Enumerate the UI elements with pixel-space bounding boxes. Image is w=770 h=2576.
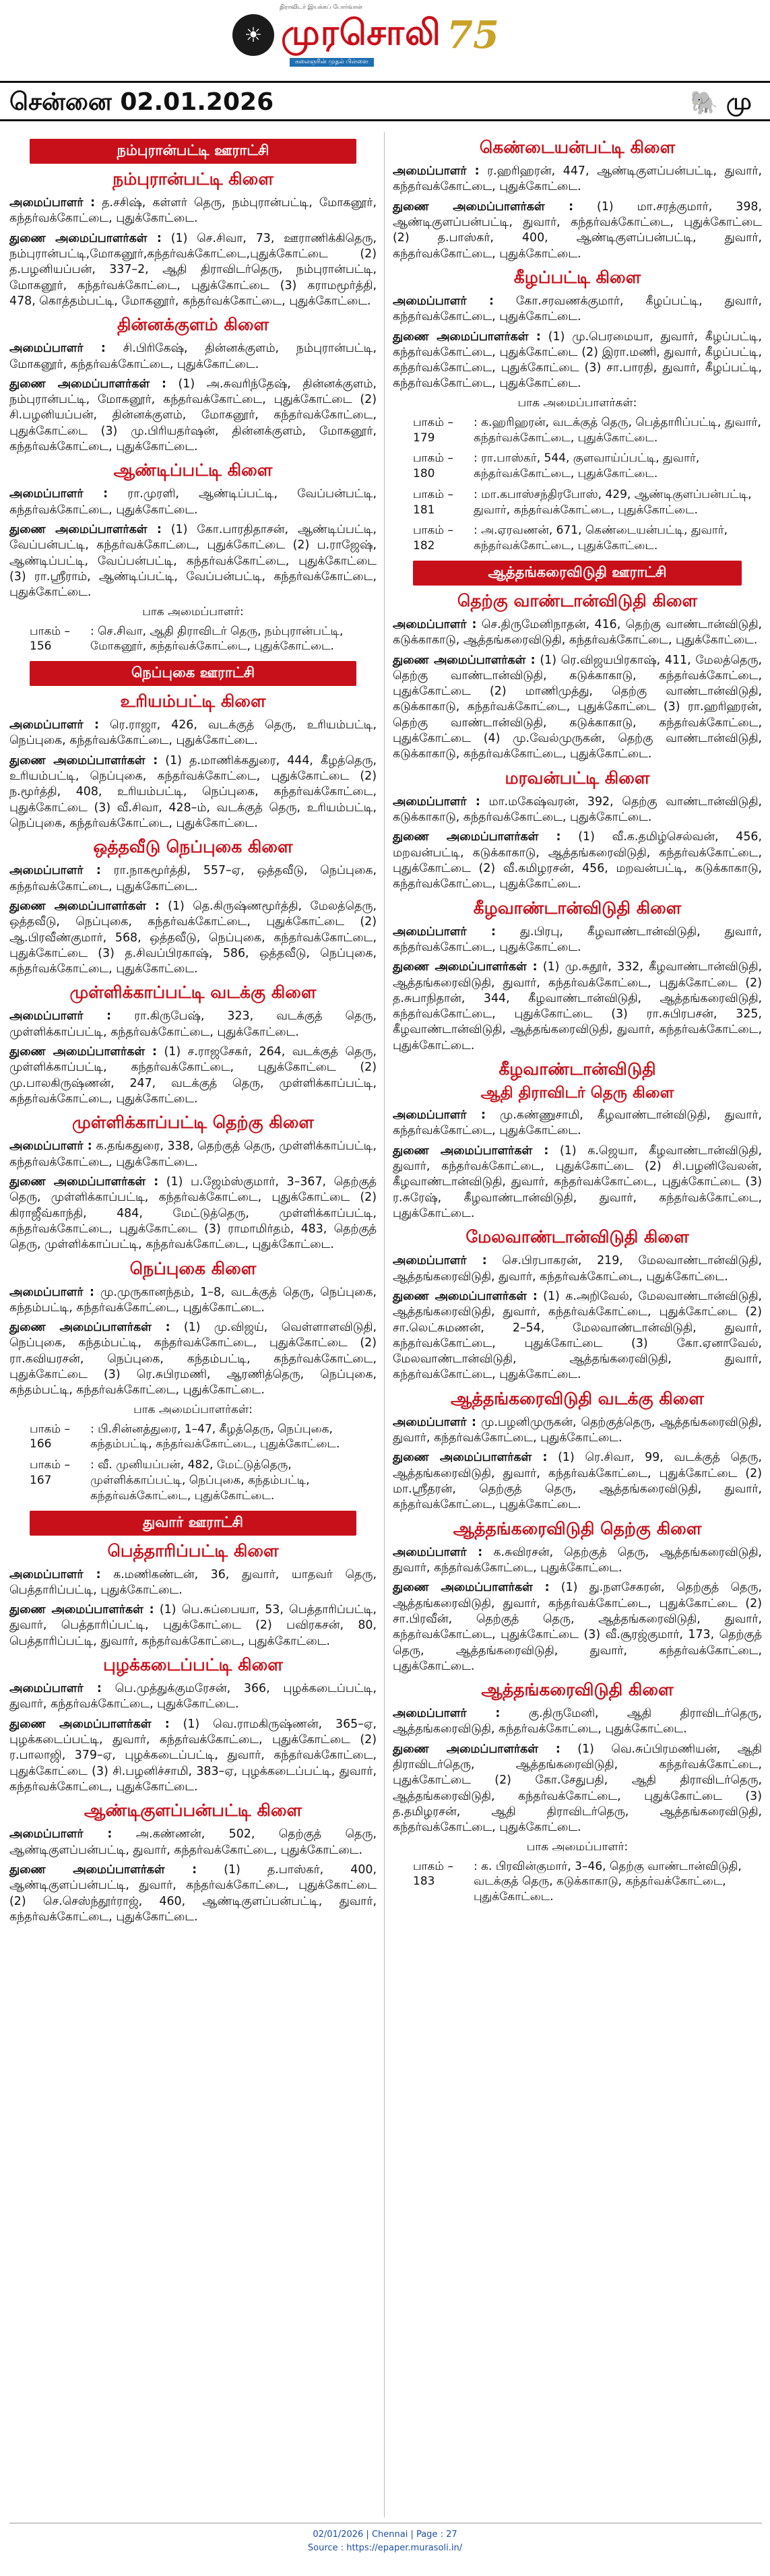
kilai-heading: ஆண்டிகுளப்பன்பட்டி கிளை (84, 1800, 302, 1821)
bhagam-address: : க.ஹரிஹரன், வடக்குத் தெரு, பெத்தாரிப்பட்டி, துவார், கந்தர்வக்கோட்டை, புதுக்கோட்டை. (474, 415, 761, 445)
member-role: அமைப்பாளர் : (393, 1415, 477, 1429)
member-entry (393, 617, 762, 649)
bhagam-heading: பாக அமைப்பாளர்கள்: (133, 1402, 253, 1416)
dateline-text: சென்னை 02.01.2026 (9, 88, 274, 116)
dateline-right-text: மு (726, 88, 752, 115)
member-role: துணை அமைப்பாளர்கள் : (393, 1143, 549, 1158)
member-role: அமைப்பாளர் : (9, 196, 96, 210)
member-details: (1) து.நளசேகரன், தெற்குத் தெரு, ஆத்தங்கரைவிடுதி, துவார், கந்தர்வக்கோட்டை, புதுக்கோட்டை (2) சா.பிரவீன், தெற்குத் தெரு, ஆத்தங்கரைவிடுதி, துவார், கந்தர்வக்கோட்டை, புதுக்கோட்டை (3) வீ.சூரஜ்குமார், 173, தெற்குத் தெரு, ஆத்தங்கரைவிடுதி, துவார், கந்தர்வக்கோட்டை, புதுக்கோட்டை. (393, 1581, 762, 1673)
member-role: துணை அமைப்பாளர்கள் : (9, 1321, 170, 1335)
member-details: கு.திருமேனி, ஆதி திராவிடர்தெரு, ஆத்தங்கரைவிடுதி, கந்தர்வக்கோட்டை, புதுக்கோட்டை. (393, 1707, 762, 1736)
member-details: மு.முருகானந்தம், 1–8, வடக்குத் தெரு, நெப்புகை, கந்தம்பட்டி, கந்தர்வக்கோட்டை, புதுக்கோட்டை. (9, 1285, 377, 1315)
kilai-subheading: ஆதி திராவிடர் தெரு கிளை (480, 1084, 674, 1102)
kilai-heading: நம்புரான்பட்டி கிளை (113, 169, 274, 189)
member-entry (393, 1450, 762, 1513)
member-role: அமைப்பாளர் : (9, 1567, 101, 1581)
member-role: துணை அமைப்பாளர்கள் : (9, 1717, 170, 1731)
member-entry (393, 1108, 762, 1139)
ooratchi-heading: ஆத்தங்கரைவிடுதி ஊராட்சி (413, 561, 742, 586)
member-details: த.சசிஷ், கள்ளர் தெரு, நம்புரான்பட்டி, மோகனூர், கந்தர்வக்கோட்டை, புதுக்கோட்டை. (9, 196, 377, 226)
member-details: (1) மு.பெரமையா, துவார், கீழப்பட்டி, கந்தர்வக்கோட்டை, புதுக்கோட்டை (2) இரா.மணி, துவார், கீழப்பட்டி, கந்தர்வக்கோட்டை, புதுக்கோட்டை (3) சா.பாரதி, துவார், கீழப்பட்டி, கந்தர்வக்கோட்டை, புதுக்கோட்டை. (393, 329, 762, 391)
member-entry (9, 1139, 377, 1170)
member-role: அமைப்பாளர் : (393, 294, 494, 308)
member-role: துணை அமைப்பாளர்கள் : (393, 830, 561, 844)
member-details: (1) மு.சுதூர், 332, கீழவாண்டான்விடுதி, ஆத்தங்கரைவிடுதி, துவார், கந்தர்வக்கோட்டை, புதுக்கோட்டை (2) த.சுபாநிதான், 344, கீழவாண்டான்விடுதி, ஆத்தங்கரைவிடுதி, கந்தர்வக்கோட்டை, புதுக்கோட்டை (3) ரா.சுபிரபசன், 325, கீழவாண்டான்விடுதி, ஆத்தங்கரைவிடுதி, துவார், கந்தர்வக்கோட்டை, புதுக்கோட்டை. (393, 960, 762, 1053)
member-details: (1) தெ.கிருஷ்ணமூர்த்தி, மேலத்தெரு, ஒத்தவீடு, நெப்புகை, கந்தர்வக்கோட்டை, புதுக்கோட்டை (2) ஆ.பிரவீண்குமார், 568, ஒத்தவீடு, நெப்புகை, கந்தர்வக்கோட்டை, புதுக்கோட்டை (3) த.சிவப்பிரகாஷ், 586, ஒத்தவீடு, நெப்புகை, கந்தர்வக்கோட்டை, புதுக்கோட்டை. (9, 899, 377, 976)
bhagam-address: : செ.சிவா, ஆதி திராவிடர் தெரு, நம்புரான்பட்டி, மோகனூர், கந்தர்வக்கோட்டை, புதுக்கோட்டை. (90, 624, 344, 654)
member-role: அமைப்பாளர் : (9, 864, 101, 878)
member-details: (1) ச.ராஜசேகர், 264, வடக்குத் தெரு, முள்ளிக்காப்பட்டி, கந்தர்வக்கோட்டை, புதுக்கோட்டை (2) மு.பாலகிருஷ்ணன், 247, வடக்குத் தெரு, முள்ளிக்காப்பட்டி, கந்தர்வக்கோட்டை, புதுக்கோட்டை. (9, 1045, 377, 1106)
member-role: அமைப்பாளர் : (393, 924, 496, 939)
ooratchi-heading: நெப்புகை ஊராட்சி (30, 661, 356, 686)
left-column (9, 132, 377, 1929)
member-entry (393, 329, 762, 392)
member-entry (9, 753, 377, 832)
member-role: துணை அமைப்பாளர்கள் : (393, 960, 538, 974)
member-entry (9, 899, 377, 978)
member-role: துணை அமைப்பாளர்கள் : (393, 1451, 548, 1465)
member-details: (1) ரெ.விஜயபிரகாஷ், 411, மேலத்தெரு, தெற்கு வாண்டான்விடுதி, கடுக்காகாடு, கந்தர்வக்கோட்டை, புதுக்கோட்டை (2) மாணிமுத்து, தெற்கு வாண்டான்விடுதி, கடுக்காகாடு, கந்தர்வக்கோட்டை, புதுக்கோட்டை (3) ரா.ஹரிஹரன், தெற்கு வாண்டான்விடுதி, கடுக்காகாடு, கந்தர்வக்கோட்டை, புதுக்கோட்டை (4) மு.வேல்முருகன், தெற்கு வாண்டான்விடுதி, கடுக்காகாடு, கந்தர்வக்கோட்டை, புதுக்கோட்டை. (393, 653, 762, 761)
member-role: அமைப்பாளர் : (393, 164, 480, 178)
bhagam-heading: பாக அமைப்பாளர்: (526, 1840, 629, 1854)
bhagam-address: : க. பிரவின்குமார், 3–46, தெற்கு வாண்டான்விடுதி, வடக்குத் தெரு, கடுக்காகாடு, கந்தர்வக்கோட்டை, புதுக்கோட்டை. (474, 1859, 742, 1904)
member-entry (9, 486, 377, 518)
bhagam-address: : மா.கபாஸ்சந்திரபோஸ், 429, ஆண்டிகுளப்பன்பட்டி, துவார், கந்தர்வக்கோட்டை, புதுக்கோட்டை. (474, 487, 752, 517)
kilai-heading: தெற்கு வாண்டான்விடுதி கிளை (457, 590, 698, 610)
member-role: துணை அமைப்பாளர்கள் : (393, 1581, 550, 1595)
member-details: (1) ப.ஜேம்ஸ்குமார், 3–367, தெற்குத் தெரு, முள்ளிக்காப்பட்டி, கந்தர்வக்கோட்டை, புதுக்கோட்டை (2) கிராஜீவ்காந்தி, 484, மேட்டுத்தெரு, முள்ளிக்காப்பட்டி, கந்தர்வக்கோட்டை, புதுக்கோட்டை (3) ராமாமிர்தம், 483, தெற்குத் தெரு, முள்ளிக்காப்பட்டி, கந்தர்வக்கோட்டை, புதுக்கோட்டை. (9, 1174, 377, 1252)
member-role: துணை அமைப்பாளர்கள் : (393, 1289, 538, 1303)
member-details: து.பிரபு, கீழவாண்டான்விடுதி, துவார், கந்தர்வக்கோட்டை, புதுக்கோட்டை. (393, 924, 762, 954)
member-details: ர.ஹரிஹரன், 447, ஆண்டிகுளப்பன்பட்டி, துவார், கந்தர்வக்கோட்டை, புதுக்கோட்டை. (393, 164, 762, 194)
footer-source-link[interactable]: Source : https://epaper.murasoli.in/ (307, 2542, 463, 2553)
bhagam-entry (393, 1859, 762, 1905)
member-entry (9, 1567, 377, 1599)
bhagam-entry (393, 415, 762, 446)
kilai-heading: ஆத்தங்கரைவிடுதி தெற்கு கிளை (453, 1518, 702, 1538)
kilai-heading: முள்ளிக்காப்பட்டி வடக்கு கிளை (69, 982, 317, 1003)
member-role: அமைப்பாளர் : (393, 1545, 483, 1559)
member-role: துணை அமைப்பாளர்கள் : (9, 523, 162, 536)
kilai-heading: கீழவாண்டான்விடுதி (499, 1059, 656, 1079)
member-entry (393, 199, 762, 262)
member-role: அமைப்பாளர் : (393, 617, 477, 631)
member-entry (9, 1044, 377, 1107)
ooratchi-heading: நம்புரான்பட்டி ஊராட்சி (30, 139, 356, 164)
kilai-heading: பெத்தாரிப்பட்டி கிளை (107, 1540, 279, 1561)
member-details: (1) செ.சிவா, 73, ஊராணிக்கிதெரு, நம்புரான்பட்டி,மோகனூர்,கந்தர்வக்கோட்டை,புதுக்கோட்டை (2) த.பழனியப்பன், 337–2, ஆதி திராவிடர்தெரு, நம்புரான்பட்டி, மோகனூர், கந்தர்வக்கோட்டை, புதுக்கோட்டை (3) கராமமூர்த்தி, 478, கொத்தம்பட்டி, மோகனூர், கந்தர்வக்கோட்டை, புதுக்கோட்டை. (9, 231, 377, 308)
member-details: ரா.கிருபேஷ், 323, வடக்குத் தெரு, முள்ளிக்காப்பட்டி, கந்தர்வக்கோட்டை, புதுக்கோட்டை. (9, 1009, 377, 1039)
bhagam-number: பாகம் – 167 (30, 1458, 70, 1488)
member-details: (1) ரெ.சிவா, 99, வடக்குத் தெரு, ஆத்தங்கரைவிடுதி, துவார், கந்தர்வக்கோட்டை, புதுக்கோட்டை (2) மா.ஸ்ரீதரன், தெற்குத் தெரு, ஆத்தங்கரைவிடுதி, துவார், கந்தர்வக்கோட்டை, புதுக்கோட்டை. (393, 1451, 762, 1512)
member-entry (9, 341, 377, 373)
member-details: (1) வீ.க.தமிழ்செல்வன், 456, மறவன்பட்டி, கடுக்காகாடு, ஆத்தங்கரைவிடுதி, கந்தர்வக்கோட்டை, புதுக்கோட்டை (2) வீ.கமிழரசன், 456, மறவன்பட்டி, கடுக்காகாடு, கந்தர்வக்கோட்டை, புதுக்கோட்டை. (393, 830, 763, 891)
member-details: (1) வெ.சுப்பிரமணியன், ஆதி திராவிடர்தெரு, ஆத்தங்கரைவிடுதி, கந்தர்வக்கோட்டை, புதுக்கோட்டை (2) கோ.சேதுபதி, ஆதி திராவிடர்தெரு, ஆத்தங்கரைவிடுதி, கந்தர்வக்கோட்டை, புதுக்கோட்டை (3) த.தமிழரசன், ஆதி திராவிடர்தெரு, ஆத்தங்கரைவிடுதி, கந்தர்வக்கோட்டை, புதுக்கோட்டை. (393, 1742, 762, 1835)
member-entry (393, 829, 762, 892)
sun-emblem-icon: ☀ (232, 14, 274, 56)
masthead-logo (232, 9, 536, 61)
member-entry (9, 1320, 377, 1399)
page-footer (0, 2528, 770, 2554)
bhagam-number: பாகம் – 156 (30, 624, 70, 654)
member-role: துணை அமைப்பாளர்கள் : (9, 1174, 159, 1189)
member-details: (1) மு.விஜய், வெள்ளாளவிடுதி, நெப்புகை, கந்தம்பட்டி, கந்தர்வக்கோட்டை, புதுக்கோட்டை (2) ரா.கவியரசன், நெப்புகை, கந்தம்பட்டி, கந்தர்வக்கோட்டை, புதுக்கோட்டை (3) ரெ.சுபிரமணி, ஆரணித்தெரு, நெப்புகை, கந்தம்பட்டி, கந்தர்வக்கோட்டை, புதுக்கோட்டை. (9, 1321, 377, 1397)
kilai-heading: கீழப்பட்டி கிளை (513, 267, 641, 287)
member-entry (9, 1827, 377, 1858)
elephant-icon: 🐘 (690, 90, 719, 117)
member-entry (393, 1742, 762, 1836)
member-entry (9, 195, 377, 227)
kilai-heading: ஒத்தவீடு நெப்புகை கிளை (93, 837, 293, 857)
member-entry (393, 1253, 762, 1285)
bhagam-address: : பி.சின்னத்துரை, 1–47, கீழத்தெரு, நெப்புகை, கந்தம்பட்டி, கந்தர்வக்கோட்டை, புதுக்கோட்டை. (90, 1422, 340, 1451)
kilai-heading: கெண்டையன்பட்டி கிளை (479, 137, 676, 157)
member-entry (9, 522, 377, 601)
member-entry (9, 1009, 377, 1040)
member-entry (9, 863, 377, 895)
bhagam-number: பாகம் – 183 (413, 1859, 453, 1889)
member-role: அமைப்பாளர் : (9, 342, 106, 356)
member-details: (1) பெ.சுப்பையா, 53, பெத்தாரிப்பட்டி, துவார், பெத்தாரிப்பட்டி, புதுக்கோட்டை (2) பவிரகசன், 80, பெத்தாரிப்பட்டி, துவார், கந்தர்வக்கோட்டை, புதுக்கோட்டை. (9, 1603, 377, 1648)
member-role: அமைப்பாளர் : (393, 794, 480, 809)
member-details: ரா.நாகமூர்த்தி, 557–ஏ, ஒத்தவீடு, நெப்புகை, கந்தர்வக்கோட்டை, புதுக்கோட்டை. (9, 864, 377, 893)
member-entry (393, 924, 762, 956)
member-entry (393, 1545, 762, 1577)
kilai-heading: நெப்புகை கிளை (129, 1258, 257, 1278)
bhagam-entry (9, 1457, 377, 1503)
member-entry (393, 164, 762, 195)
anniversary-badge: 75 (447, 13, 499, 57)
member-details: (1) வெ.ராமகிருஷ்ணன், 365–ஏ, புழக்கடைப்பட்டி, துவார், கந்தர்வக்கோட்டை, புதுக்கோட்டை (2) ர.பாலாஜி, 379–ஏ, புழக்கடைப்பட்டி, துவார், கந்தர்வக்கோட்டை, புதுக்கோட்டை (3) சி.பழனிச்சாமி, 383–ஏ, புழக்கடைப்பட்டி, துவார், கந்தர்வக்கோட்டை, புதுக்கோட்டை. (9, 1717, 377, 1794)
bhagam-entry (393, 451, 762, 482)
member-role: அமைப்பாளர் : (9, 1139, 92, 1154)
member-role: துணை அமைப்பாளர்கள் : (393, 1742, 560, 1756)
kilai-heading: மேலவாண்டான்விடுதி கிளை (466, 1227, 689, 1247)
member-details: செ.திருமேனிநாதன், 416, தெற்கு வாண்டான்விடுதி, கடுக்காகாடு, ஆத்தங்கரைவிடுதி, கந்தர்வக்கோட்டை, புதுக்கோட்டை. (393, 617, 762, 648)
member-role: அமைப்பாளர் : (393, 1707, 501, 1721)
member-details: (1) மா.சரத்குமார், 398, ஆண்டிகுளப்பன்பட்டி, துவார், கந்தர்வக்கோட்டை, புதுக்கோட்டை (2) த.பாஸ்கர், 400, ஆண்டிகுளப்பன்பட்டி, துவார், கந்தர்வக்கோட்டை, புதுக்கோட்டை. (393, 199, 762, 261)
member-details: அ.கண்ணன், 502, தெற்குத் தெரு, ஆண்டிகுளப்பன்பட்டி, துவார், கந்தர்வக்கோட்டை, புதுக்கோட்டை. (9, 1827, 377, 1857)
right-column (393, 132, 762, 1910)
ooratchi-heading: துவார் ஊராட்சி (30, 1511, 356, 1536)
member-entry (9, 1717, 377, 1796)
member-entry (9, 1174, 377, 1253)
member-entry (9, 377, 377, 455)
column-divider (384, 132, 385, 2517)
kilai-heading: உரியம்பட்டி கிளை (120, 691, 266, 712)
member-role: துணை அமைப்பாளர்கள் : (9, 377, 167, 391)
kilai-heading: ஆண்டிப்பட்டி கிளை (113, 460, 273, 480)
member-entry (393, 1580, 762, 1674)
member-details: செ.பிரபாகரன், 219, மேலவாண்டான்விடுதி, ஆத்தங்கரைவிடுதி, துவார், கந்தர்வக்கோட்டை, புதுக்கோட்டை. (393, 1254, 762, 1284)
member-entry (9, 1602, 377, 1650)
kilai-heading: கீழவாண்டான்விடுதி கிளை (473, 898, 682, 918)
member-details: சி.பிரிகேஷ், தின்னக்குளம், நம்புரான்பட்டி, மோகனூர், கந்தர்வக்கோட்டை, புதுக்கோட்டை. (9, 342, 377, 371)
bhagam-address: : ரா.பாஸ்கர், 544, குளவாய்ப்பட்டி, துவார், கந்தர்வக்கோட்டை, புதுக்கோட்டை. (474, 451, 700, 481)
kilai-heading: முள்ளிக்காப்பட்டி தெற்கு கிளை (72, 1112, 314, 1133)
member-role: அமைப்பாளர் : (393, 1254, 487, 1268)
member-details: (1) த.மாணிக்கதுரை, 444, கீழத்தெரு, உரியம்பட்டி, நெப்புகை, கந்தர்வக்கோட்டை, புதுக்கோட்டை (2) ந.மூர்த்தி, 408, உரியம்பட்டி, நெப்புகை, கந்தர்வக்கோட்டை, புதுக்கோட்டை (3) வீ.சிவா, 428–ம், வடக்குத் தெரு, உரியம்பட்டி, நெப்புகை, கந்தர்வக்கோட்டை, புதுக்கோட்டை. (9, 753, 377, 830)
member-entry (393, 294, 762, 325)
masthead (0, 0, 770, 81)
dateline-bar (0, 81, 770, 121)
bhagam-entry (9, 1422, 377, 1453)
member-details: (1) அ.சுவரிந்தேஷ், தின்னக்குளம், நம்புரான்பட்டி, மோகனூர், கந்தர்வக்கோட்டை, புதுக்கோட்டை (2) சி.பழனியப்பன், தின்னக்குளம், மோகனூர், கந்தர்வக்கோட்டை, புதுக்கோட்டை (3) மு.பிரியதர்ஷன், தின்னக்குளம், மோகனூர், கந்தர்வக்கோட்டை, புதுக்கோட்டை. (9, 377, 377, 454)
bhagam-heading: பாக அமைப்பாளர்: (142, 604, 244, 619)
masthead-title: முரசொலி (281, 12, 441, 53)
member-role: அமைப்பாளர் : (9, 718, 99, 732)
member-role: அமைப்பாளர் : (393, 1108, 486, 1123)
member-entry (9, 231, 377, 310)
member-details: மா.மகேஷ்வரன், 392, தெற்கு வாண்டான்விடுதி, கடுக்காகாடு, கந்தர்வக்கோட்டை, புதுக்கோட்டை. (393, 794, 762, 824)
member-role: துணை அமைப்பாளர்கள் : (393, 653, 536, 667)
member-details: மு.பழனிமுருகன், தெற்குத்தெரு, ஆத்தங்கரைவிடுதி, துவார், கந்தர்வக்கோட்டை, புதுக்கோட்டை. (393, 1415, 762, 1445)
kilai-heading: மரவன்பட்டி கிளை (505, 767, 650, 788)
member-details: (1) க.ஜெயா, கீழவாண்டான்விடுதி, துவார், கந்தர்வக்கோட்டை, புதுக்கோட்டை (2) சி.பழனிவேலன், கீழவாண்டான்விடுதி, துவார், கந்தர்வக்கோட்டை, புதுக்கோட்டை (3) ர.சுரேஷ், கீழவாண்டான்விடுதி, துவார், கந்தர்வக்கோட்டை, புதுக்கோட்டை. (393, 1143, 762, 1220)
kilai-heading: புழக்கடைப்பட்டி கிளை (103, 1655, 283, 1675)
member-details: க.சுவிரசன், தெற்குத் தெரு, ஆத்தங்கரைவிடுதி, துவார், கந்தர்வக்கோட்டை, புதுக்கோட்டை. (393, 1545, 762, 1575)
member-role: அமைப்பாளர் : (9, 1827, 113, 1842)
bhagam-number: பாகம் – 180 (413, 451, 453, 481)
bhagam-address: : வீ. முனியப்பன், 482, மேட்டுத்தெரு, முள்ளிக்காப்பட்டி, நெப்புகை, கந்தம்பட்டி, கந்தர்வக்கோட்டை, புதுக்கோட்டை. (90, 1458, 310, 1503)
bhagam-address: : அ.ஏரவணன், 671, கெண்டையன்பட்டி, துவார், கந்தர்வக்கோட்டை, புதுக்கோட்டை. (474, 524, 728, 553)
member-entry (9, 1862, 377, 1925)
member-role: துணை அமைப்பாளர்கள் : (9, 899, 160, 913)
member-role: அமைப்பாளர் : (9, 487, 108, 501)
kilai-heading: தின்னக்குளம் கிளை (117, 315, 269, 335)
member-entry (393, 1706, 762, 1738)
member-role: துணை அமைப்பாளர்கள் : (9, 231, 162, 245)
member-entry (393, 653, 762, 763)
bhagam-number: பாகம் – 182 (413, 524, 453, 553)
footer-page-info: 02/01/2026 | Chennai | Page : 27 (313, 2530, 457, 2540)
member-role: துணை அமைப்பாளர்கள் : (9, 753, 158, 767)
member-role: துணை அமைப்பாளர்கள் : (9, 1045, 157, 1059)
member-role: அமைப்பாளர் : (9, 1285, 94, 1299)
member-details: (1) கோ.பாரதிதாசன், ஆண்டிப்பட்டி, வேப்பன்பட்டி, கந்தர்வக்கோட்டை, புதுக்கோட்டை (2) ப.ராஜேஷ், ஆண்டிப்பட்டி, வேப்பன்பட்டி, கந்தர்வக்கோட்டை, புதுக்கோட்டை (3) ரா.ஸ்ரீராம், ஆண்டிப்பட்டி, வேப்பன்பட்டி, கந்தர்வக்கோட்டை, புதுக்கோட்டை. (9, 523, 377, 600)
member-entry (9, 1681, 377, 1713)
bhagam-heading: பாக அமைப்பாளர்கள்: (517, 396, 637, 410)
member-details: பெ.முத்துக்குமரேசன், 366, புழக்கடைப்பட்டி, துவார், கந்தர்வக்கோட்டை, புதுக்கோட்டை. (9, 1682, 377, 1711)
member-entry (9, 718, 377, 749)
bhagam-entry (393, 523, 762, 554)
member-entry (393, 794, 762, 826)
member-entry (393, 960, 762, 1054)
bhagam-number: பாகம் – 166 (30, 1422, 70, 1451)
bhagam-number: பாகம் – 181 (413, 487, 453, 517)
bhagam-entry (393, 487, 762, 518)
bhagam-number: பாகம் – 179 (413, 415, 453, 445)
kilai-heading: ஆத்தங்கரைவிடுதி வடக்கு கிளை (451, 1388, 704, 1408)
member-entry (393, 1143, 762, 1222)
member-details: ரெ.ராஜா, 426, வடக்குத் தெரு, உரியம்பட்டி, நெப்புகை, கந்தர்வக்கோட்டை, புதுக்கோட்டை. (9, 718, 377, 748)
member-details: மு.கண்ணுசாமி, கீழவாண்டான்விடுதி, துவார், கந்தர்வக்கோட்டை, புதுக்கோட்டை. (393, 1108, 762, 1138)
masthead-subtitle: கலைஞரின் முதல் பிள்ளை (290, 58, 374, 67)
member-role: அமைப்பாளர் : (9, 1009, 112, 1024)
member-role: அமைப்பாளர் : (9, 1682, 102, 1696)
member-details: (1) த.பாஸ்கர், 400, ஆண்டிகுளப்பன்பட்டி, துவார், கந்தர்வக்கோட்டை, புதுக்கோட்டை (2) செ.செஸ்ந்தூர்ராஜ், 460, ஆண்டிகுளப்பன்பட்டி, துவார், கந்தர்வக்கோட்டை, புதுக்கோட்டை. (9, 1862, 377, 1924)
member-entry (9, 1285, 377, 1317)
bhagam-entry (9, 624, 377, 655)
member-details: (1) க.அறிவேல், மேலவாண்டான்விடுதி, ஆத்தங்கரைவிடுதி, துவார், கந்தர்வக்கோட்டை, புதுக்கோட்டை (2) சா.லெட்சுமணன், 2–54, மேலவாண்டான்விடுதி, துவார், கந்தர்வக்கோட்டை, புதுக்கோட்டை (3) கோ.ஏனாவேல், மேலவாண்டான்விடுதி, ஆத்தங்கரைவிடுதி, துவார், கந்தர்வக்கோட்டை, புதுக்கோட்டை. (393, 1289, 762, 1382)
kilai-heading: ஆத்தங்கரைவிடுதி கிளை (481, 1680, 674, 1700)
member-details: ரா.முரளி, ஆண்டிப்பட்டி, வேப்பன்பட்டி, கந்தர்வக்கோட்டை, புதுக்கோட்டை. (9, 487, 377, 517)
masthead-tagline: திராவிடர் இயக்கப் போர்வாள் (280, 4, 363, 11)
member-role: துணை அமைப்பாளர்கள் : (9, 1603, 154, 1617)
member-role: துணை அமைப்பாளர்கள் : (393, 199, 574, 214)
member-entry (393, 1415, 762, 1447)
member-role: துணை அமைப்பாளர்கள் : (393, 329, 541, 344)
member-details: கோ.சரவணக்குமார், கீழப்பட்டி, துவார், கந்தர்வக்கோட்டை, புதுக்கோட்டை. (393, 294, 762, 324)
member-details: க.தங்கதுரை, 338, தெற்குத் தெரு, முள்ளிக்காப்பட்டி, கந்தர்வக்கோட்டை, புதுக்கோட்டை. (9, 1139, 377, 1169)
member-role: துணை அமைப்பாளர்கள் : (9, 1862, 197, 1877)
member-entry (393, 1289, 762, 1383)
member-details: க.மணிகண்டன், 36, துவார், யாதவர் தெரு, பெத்தாரிப்பட்டி, புதுக்கோட்டை. (9, 1567, 377, 1597)
